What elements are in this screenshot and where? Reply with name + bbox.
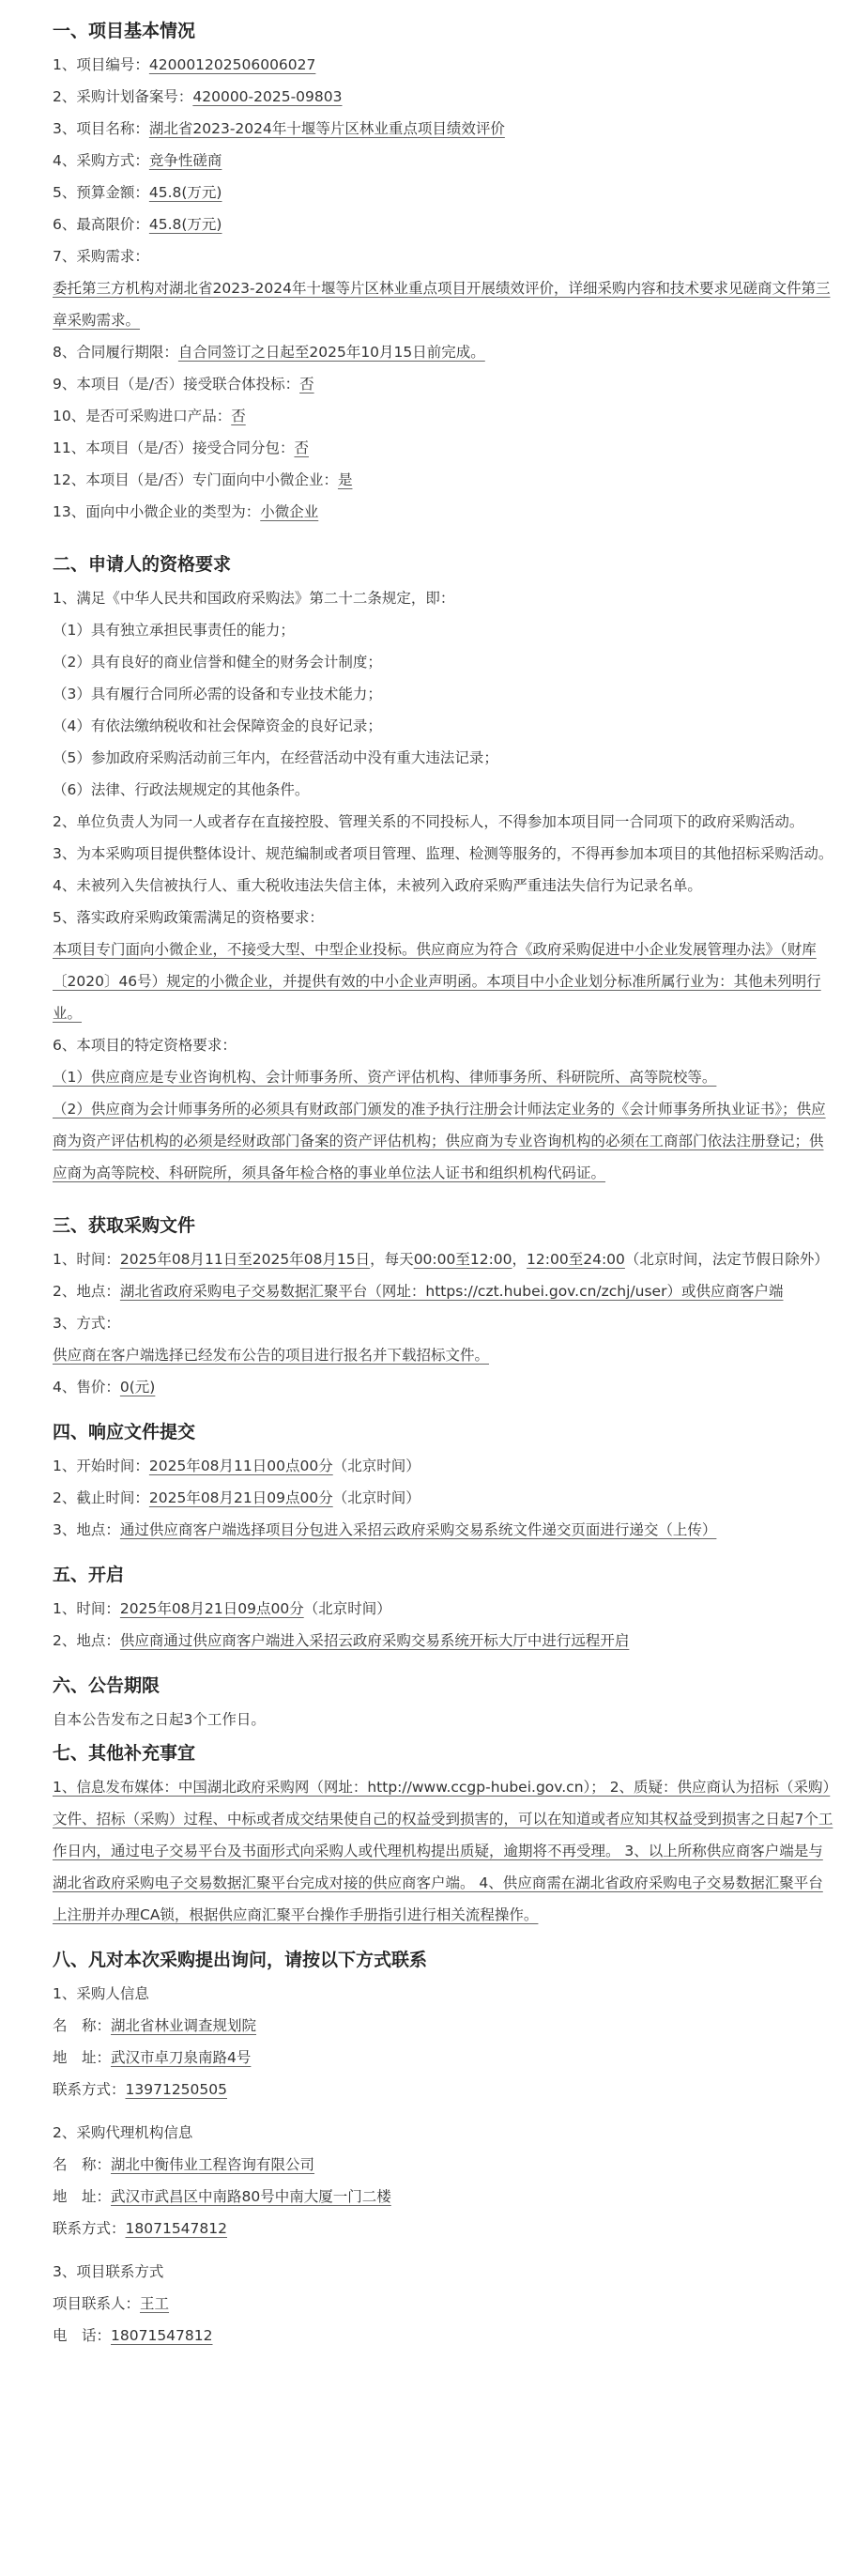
qual-condition: （3）具有履行合同所必需的设备和专业技术能力； <box>53 686 382 702</box>
obtain-place-link[interactable]: 湖北省政府采购电子交易数据汇聚平台（网址：https://czt.hubei.gov.cn/zchj/user）或供应商客户端 <box>119 1283 784 1300</box>
obtain-price-value: 0(元) <box>119 1379 156 1396</box>
qual-item-3: 3、为本采购项目提供整体设计、规范编制或者项目管理、监理、检测等服务的，不得再参加本项目的其他招标采购活动。 <box>53 845 833 862</box>
plan-record-value: 420000-2025-09803 <box>192 88 343 105</box>
buyer-address-row: 地 址：武汉市卓刀泉南路4号 <box>53 2049 252 2066</box>
open-place-row: 2、地点：供应商通过供应商客户端进入采招云政府采购交易系统开标大厅中进行远程开启 <box>53 1632 630 1649</box>
qual-item-6-label: 6、本项目的特定资格要求： <box>53 1037 237 1054</box>
project-name-value: 湖北省2023-2024年十堰等片区林业重点项目绩效评价 <box>148 120 505 137</box>
qual-item-4: 4、未被列入失信被执行人、重大税收违法失信主体，未被列入政府采购严重违法失信行为记录名单。 <box>53 877 702 894</box>
agent-phone-row: 联系方式：18071547812 <box>53 2220 227 2237</box>
max-price-row: 6、最高限价：45.8(万元) <box>53 216 222 233</box>
buyer-address-value: 武汉市卓刀泉南路4号 <box>111 2049 252 2066</box>
project-name-row: 3、项目名称：湖北省2023-2024年十堰等片区林业重点项目绩效评价 <box>53 120 505 137</box>
sme-only-value: 是 <box>337 471 353 488</box>
agent-info-heading: 2、采购代理机构信息 <box>53 2124 193 2141</box>
section-title-notice-period: 六、公告期限 <box>53 1675 160 1696</box>
qual-item-5-label: 5、落实政府采购政策需满足的资格要求： <box>53 909 324 926</box>
qual-item-2: 2、单位负责人为同一人或者存在直接控股、管理关系的不同投标人，不得参加本项目同一合同项下的政府采购活动。 <box>53 813 804 830</box>
max-price-value: 45.8(万元) <box>148 216 222 233</box>
open-place-value: 供应商通过供应商客户端进入采招云政府采购交易系统开标大厅中进行远程开启 <box>119 1632 630 1649</box>
other-matters-text: 1、信息发布媒体：中国湖北政府采购网（网址：http://www.ccgp-hubei.gov.cn）； 2、质疑：供应商认为招标（采购）文件、招标（采购）过程、中标或者成交结果使自己的权益受到损害的，可以在知道或者应知其权益受到损害之日起7个工作日内，通过电子交易平台及书面形式向采购人或代理机构提出质疑，逾期将不再受理。 3、以上所称供应商客户端是与湖北省政府采购电子交易数据汇聚平台完成对接的供应商客户端。 4、供应商需在湖北省政府采购电子交易数据汇聚平台上注册并办理CA锁，根据供应商汇聚平台操作手册指引进行相关流程操作。 <box>53 1779 833 1923</box>
section-title-opening: 五、开启 <box>53 1565 125 1585</box>
project-number-row: 1、项目编号：420001202506006027 <box>53 56 316 73</box>
import-value: 否 <box>231 408 246 424</box>
qual-condition: （2）具有良好的商业信誉和健全的财务会计制度； <box>53 654 382 671</box>
subcontract-row: 11、本项目（是/否）接受合同分包：否 <box>53 440 309 456</box>
qual-condition: （1）具有独立承担民事责任的能力； <box>53 622 295 639</box>
obtain-place-row: 2、地点：湖北省政府采购电子交易数据汇聚平台（网址：https://czt.hubei.gov.cn/zchj/user）或供应商客户端 <box>53 1283 784 1300</box>
contract-period-row: 8、合同履行期限：自合同签订之日起至2025年10月15日前完成。 <box>53 344 485 361</box>
project-contact-heading: 3、项目联系方式 <box>53 2263 164 2280</box>
submit-end-value: 2025年08月21日09点00分 <box>148 1489 333 1506</box>
submit-start-row: 1、开始时间：2025年08月11日00点00分（北京时间） <box>53 1458 420 1474</box>
obtain-method-label: 3、方式： <box>53 1315 120 1332</box>
plan-record-row: 2、采购计划备案号：420000-2025-09803 <box>53 88 343 105</box>
project-contact-person-value: 王工 <box>140 2295 170 2312</box>
project-contact-phone-row: 电 话：18071547812 <box>53 2327 213 2344</box>
section-title-other-matters: 七、其他补充事宜 <box>53 1743 196 1764</box>
buyer-info-heading: 1、采购人信息 <box>53 1985 149 2002</box>
section-title-contact: 八、凡对本次采购提出询问，请按以下方式联系 <box>53 1950 428 1970</box>
procurement-method-value: 竞争性磋商 <box>148 152 222 169</box>
agent-phone-value: 18071547812 <box>125 2220 227 2237</box>
agent-name-value: 湖北中衡伟业工程咨询有限公司 <box>111 2156 315 2173</box>
qual-item-6-a: （1）供应商应是专业咨询机构、会计师事务所、资产评估机构、律师事务所、科研院所、高等院校等。 <box>53 1069 717 1086</box>
budget-value: 45.8(万元) <box>148 184 222 201</box>
project-contact-person-row: 项目联系人：王工 <box>53 2295 170 2312</box>
requirement-label: 7、采购需求： <box>53 248 149 265</box>
import-row: 10、是否可采购进口产品：否 <box>53 408 246 424</box>
submit-end-row: 2、截止时间：2025年08月21日09点00分（北京时间） <box>53 1489 420 1506</box>
consortium-value: 否 <box>299 376 314 393</box>
agent-address-row: 地 址：武汉市武昌区中南路80号中南大厦一门二楼 <box>53 2188 391 2205</box>
budget-row: 5、预算金额：45.8(万元) <box>53 184 222 201</box>
buyer-name-value: 湖北省林业调查规划院 <box>111 2017 257 2034</box>
open-time-value: 2025年08月21日09点00分 <box>119 1600 304 1617</box>
submit-start-value: 2025年08月11日00点00分 <box>148 1458 333 1474</box>
consortium-row: 9、本项目（是/否）接受联合体投标：否 <box>53 376 314 393</box>
qual-item-5-text: 本项目专门面向小微企业，不接受大型、中型企业投标。供应商应为符合《政府采购促进中小企业发展管理办法》（财库〔2020〕46号）规定的小微企业，并提供有效的中小企业声明函。本项目中小企业划分标准所属行业为：其他未列明行业。 <box>53 941 821 1022</box>
buyer-phone-row: 联系方式：13971250505 <box>53 2081 227 2098</box>
qual-condition: （5）参加政府采购活动前三年内，在经营活动中没有重大违法记录； <box>53 749 498 766</box>
buyer-phone-value: 13971250505 <box>125 2081 227 2098</box>
obtain-time-row: 1、时间：2025年08月11日至2025年08月15日，每天00:00至12:00，12:00至24:00（北京时间，法定节假日除外） <box>53 1251 829 1268</box>
requirement-text: 委托第三方机构对湖北省2023-2024年十堰等片区林业重点项目开展绩效评价，详细采购内容和技术要求见磋商文件第三章采购需求。 <box>53 280 831 329</box>
subcontract-value: 否 <box>294 440 309 456</box>
qual-condition: （4）有依法缴纳税收和社会保障资金的良好记录； <box>53 717 382 734</box>
sme-only-row: 12、本项目（是/否）专门面向中小微企业：是 <box>53 471 353 488</box>
section-title-basic-info: 一、项目基本情况 <box>53 21 196 41</box>
obtain-time-range: 2025年08月11日至2025年08月15日 <box>119 1251 371 1268</box>
buyer-name-row: 名 称：湖北省林业调查规划院 <box>53 2017 257 2034</box>
sme-type-value: 小微企业 <box>260 503 319 520</box>
submit-place-row: 3、地点：通过供应商客户端选择项目分包进入采招云政府采购交易系统文件递交页面进行递交（上传） <box>53 1521 717 1538</box>
agent-address-value: 武汉市武昌区中南路80号中南大厦一门二楼 <box>111 2188 391 2205</box>
obtain-price-row: 4、售价：0(元) <box>53 1379 156 1396</box>
submit-place-value: 通过供应商客户端选择项目分包进入采招云政府采购交易系统文件递交页面进行递交（上传） <box>119 1521 717 1538</box>
notice-period-text: 自本公告发布之日起3个工作日。 <box>53 1711 266 1728</box>
agent-name-row: 名 称：湖北中衡伟业工程咨询有限公司 <box>53 2156 315 2173</box>
sme-type-row: 13、面向中小微企业的类型为：小微企业 <box>53 503 319 520</box>
procurement-method-row: 4、采购方式：竞争性磋商 <box>53 152 222 169</box>
qual-intro: 1、满足《中华人民共和国政府采购法》第二十二条规定，即： <box>53 590 455 607</box>
contract-period-value: 自合同签订之日起至2025年10月15日前完成。 <box>177 344 485 361</box>
project-number-value: 420001202506006027 <box>148 56 316 73</box>
qual-condition: （6）法律、行政法规规定的其他条件。 <box>53 781 310 798</box>
project-contact-phone-value: 18071547812 <box>111 2327 213 2344</box>
obtain-method-text: 供应商在客户端选择已经发布公告的项目进行报名并下载招标文件。 <box>53 1347 490 1364</box>
section-title-qualifications: 二、申请人的资格要求 <box>53 554 232 575</box>
qual-item-6-b: （2）供应商为会计师事务所的必须具有财政部门颁发的准予执行注册会计师法定业务的《会计师事务所执业证书》；供应商为资产评估机构的必须是经财政部门备案的资产评估机构；供应商为专业咨询机构的必须在工商部门依法注册登记；供应商为高等院校、科研院所，须具备年检合格的事业单位法人证书和组织机构代码证。 <box>53 1101 826 1181</box>
section-title-submission: 四、响应文件提交 <box>53 1422 196 1442</box>
section-title-obtain-docs: 三、获取采购文件 <box>53 1215 196 1236</box>
open-time-row: 1、时间：2025年08月21日09点00分（北京时间） <box>53 1600 391 1617</box>
